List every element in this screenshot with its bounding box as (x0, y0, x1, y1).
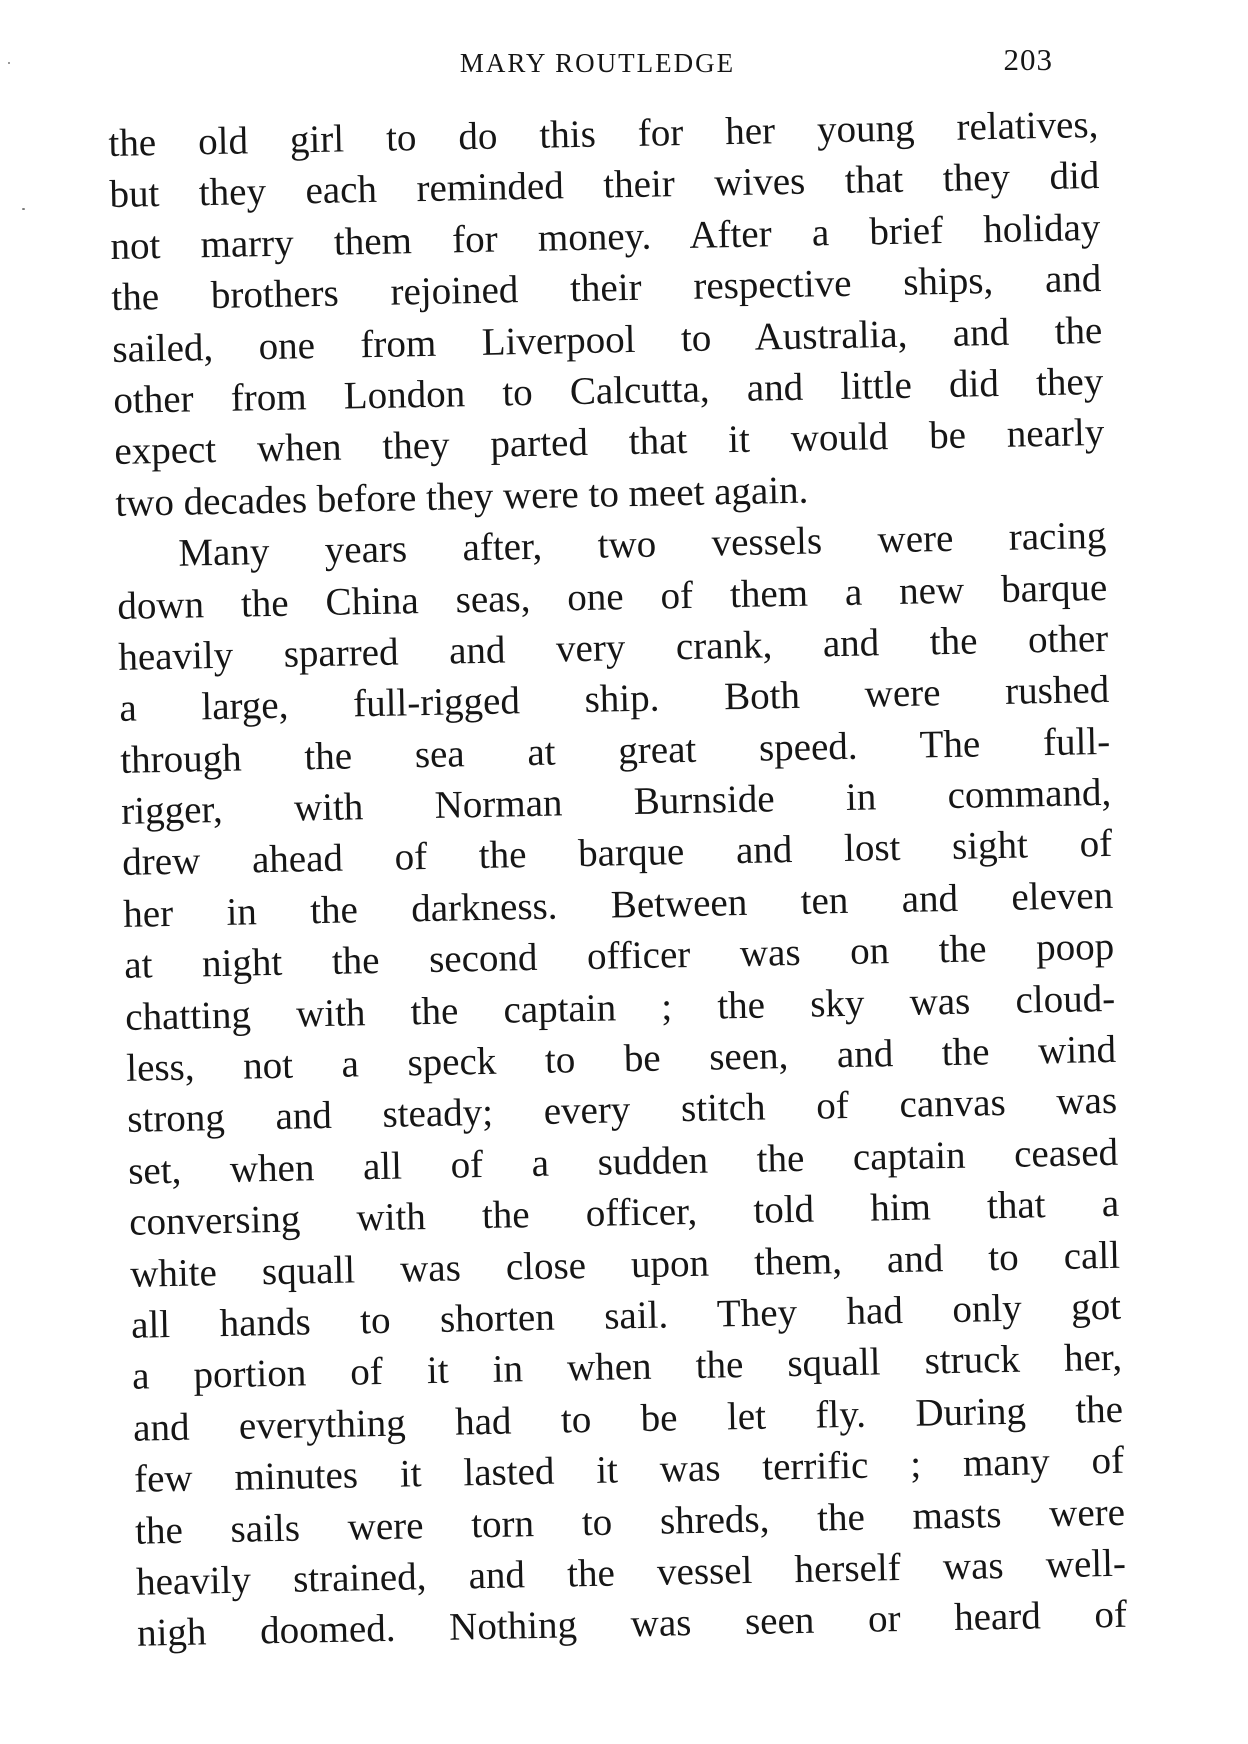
text-line: drew ahead of the barque and lost sight of (121, 822, 1113, 885)
running-title: MARY ROUTLEDGE (459, 48, 736, 78)
text-line: less, not a speck to be seen, and the wind (125, 1027, 1117, 1090)
text-line: the sails were torn to shreds, the masts were (134, 1490, 1126, 1553)
text-line: down the China seas, one of them a new barque (116, 565, 1108, 628)
text-line: the old girl to do this for her young relatives, (108, 102, 1099, 165)
text-line: white squall was close upon them, and to call (129, 1233, 1121, 1296)
page-number: 203 (1003, 42, 1053, 77)
text-line: two decades before they were to meet again. (114, 468, 809, 525)
margin-speck (22, 208, 25, 210)
text-line: through the sea at great speed. The full- (119, 719, 1111, 782)
text-line: conversing with the officer, told him that a (128, 1181, 1120, 1244)
text-line: a portion of it in when the squall struck her, (131, 1336, 1123, 1399)
text-line: her in the darkness. Between ten and eleven (122, 873, 1114, 936)
text-line: the brothers rejoined their respective ships, and (111, 257, 1102, 320)
text-line: few minutes it lasted it was terrific ; many of (133, 1438, 1125, 1501)
text-line: nigh doomed. Nothing was seen or heard of (136, 1593, 1128, 1656)
body-text (108, 99, 1127, 1659)
text-line: and everything had to be let fly. During the (132, 1387, 1124, 1450)
margin-speck (8, 62, 10, 64)
text-line: but they each reminded their wives that they did (109, 154, 1100, 217)
text-line: at night the second officer was on the poop (123, 925, 1115, 988)
text-line: sailed, one from Liverpool to Australia, and the (112, 308, 1103, 371)
text-line: Many years after, two vessels were racing (177, 514, 1107, 575)
text-line: all hands to shorten sail. They had only got (130, 1284, 1122, 1347)
text-line: a large, full-rigged ship. Both were rushed (118, 668, 1110, 731)
text-line: set, when all of a sudden the captain ceased (127, 1130, 1119, 1193)
running-head (120, 42, 1075, 90)
text-line: heavily strained, and the vessel herself was well- (135, 1541, 1127, 1604)
text-line: rigger, with Norman Burnside in command, (120, 770, 1112, 833)
text-line: strong and steady; every stitch of canvas was (126, 1079, 1118, 1142)
text-line: expect when they parted that it would be nearly (113, 411, 1105, 474)
text-line: heavily sparred and very crank, and the other (117, 616, 1109, 679)
text-line: not marry them for money. After a brief holiday (110, 205, 1101, 268)
text-line: other from London to Calcutta, and little did they (113, 359, 1104, 422)
text-line: chatting with the captain ; the sky was cloud- (124, 976, 1116, 1039)
